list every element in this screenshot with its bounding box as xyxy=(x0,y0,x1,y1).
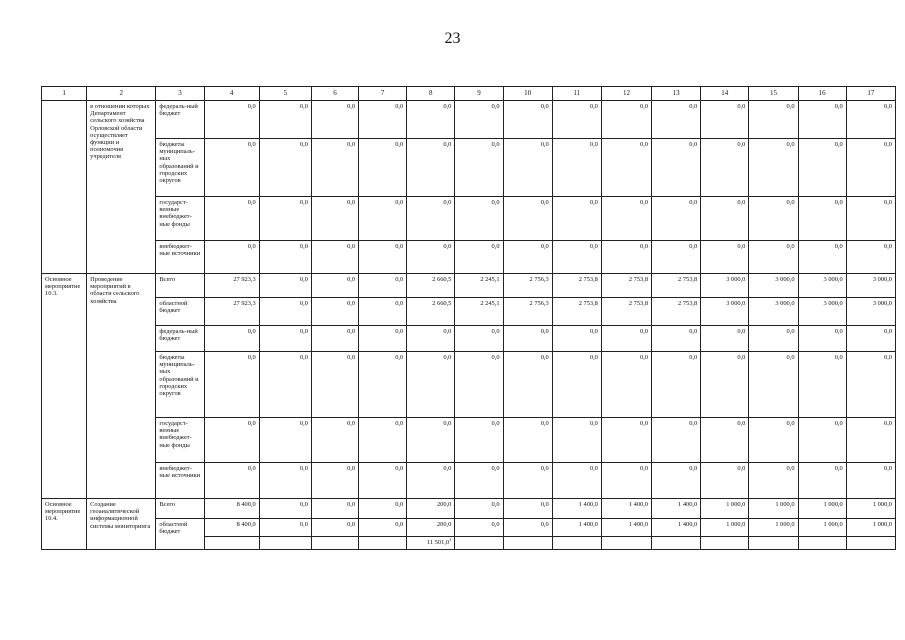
value-cell: 0,0 xyxy=(552,326,601,352)
value-cell: 0,0 xyxy=(455,352,503,418)
value-cell: 0,0 xyxy=(749,326,798,352)
value-cell: 0,0 xyxy=(204,463,259,499)
value-cell: 0,0 xyxy=(749,241,798,274)
value-cell: 0,0 xyxy=(455,499,503,519)
funding-source-cell: государст-венные внебюджет-ные фонды xyxy=(156,197,204,241)
value-cell: 1 000,0 xyxy=(701,519,749,537)
value-cell: 8 400,0 xyxy=(204,519,259,537)
value-cell: 0,0 xyxy=(652,197,701,241)
value-cell: 0,0 xyxy=(601,326,651,352)
value-cell: 2 245,1 xyxy=(455,298,503,326)
value-cell: 1 000,0 xyxy=(749,499,798,519)
funding-source-cell: Всего xyxy=(156,499,204,519)
value-cell: 0,0 xyxy=(359,139,407,197)
footnote-mark: 1 xyxy=(449,536,452,542)
value-cell: 0,0 xyxy=(359,241,407,274)
value-cell: 0,0 xyxy=(798,463,846,499)
value-cell: 0,0 xyxy=(359,418,407,463)
funding-source-cell: внебюджет-ные источники xyxy=(156,463,204,499)
value-cell: 0,0 xyxy=(455,101,503,139)
value-cell: 2 753,8 xyxy=(601,274,651,298)
value-cell: 0,0 xyxy=(749,418,798,463)
funding-source-cell: внебюджет-ные источники xyxy=(156,241,204,274)
value-cell: 0,0 xyxy=(846,326,895,352)
value-cell: 0,0 xyxy=(701,241,749,274)
value-cell: 0,0 xyxy=(455,519,503,537)
table-row xyxy=(42,101,896,139)
empty-cell xyxy=(359,537,407,550)
value-cell: 0,0 xyxy=(798,418,846,463)
event-name-cell: Проведение мероприятий в области сельского хозяйства xyxy=(87,274,156,499)
value-cell: 0,0 xyxy=(407,326,455,352)
value-cell: 0,0 xyxy=(601,352,651,418)
value-cell: 0,0 xyxy=(798,101,846,139)
value-cell: 2 756,3 xyxy=(503,298,552,326)
value-cell: 1 000,0 xyxy=(798,519,846,537)
value-cell: 0,0 xyxy=(652,463,701,499)
value-cell: 0,0 xyxy=(652,101,701,139)
value-cell: 0,0 xyxy=(503,326,552,352)
value-cell: 0,0 xyxy=(503,499,552,519)
value-cell: 0,0 xyxy=(359,197,407,241)
header-cell: 9 xyxy=(455,87,503,101)
value-cell: 3 000,0 xyxy=(846,274,895,298)
value-cell: 0,0 xyxy=(503,519,552,537)
value-cell: 3 000,0 xyxy=(798,298,846,326)
value-cell: 0,0 xyxy=(503,197,552,241)
event-code-cell: Основное мероприятие 10.3. xyxy=(42,274,87,499)
header-cell: 6 xyxy=(311,87,358,101)
value-cell: 0,0 xyxy=(259,101,311,139)
value-cell: 200,0 xyxy=(407,519,455,537)
value-cell: 1 000,0 xyxy=(798,499,846,519)
header-cell: 1 xyxy=(42,87,87,101)
value-cell: 0,0 xyxy=(798,352,846,418)
empty-cell xyxy=(601,537,651,550)
value-cell: 0,0 xyxy=(552,463,601,499)
empty-cell xyxy=(652,537,701,550)
value-cell: 0,0 xyxy=(359,352,407,418)
value-cell: 0,0 xyxy=(259,352,311,418)
empty-cell xyxy=(749,537,798,550)
header-cell: 12 xyxy=(601,87,651,101)
value-cell: 1 000,0 xyxy=(701,499,749,519)
value-cell: 0,0 xyxy=(407,101,455,139)
value-cell: 1 000,0 xyxy=(846,519,895,537)
value-cell: 0,0 xyxy=(359,499,407,519)
value-cell: 0,0 xyxy=(311,139,358,197)
value-cell: 0,0 xyxy=(749,139,798,197)
value-cell: 0,0 xyxy=(259,418,311,463)
value-cell: 0,0 xyxy=(701,352,749,418)
empty-cell xyxy=(701,537,749,550)
value-cell: 0,0 xyxy=(359,463,407,499)
empty-cell xyxy=(311,537,358,550)
value-cell: 0,0 xyxy=(259,197,311,241)
header-cell: 10 xyxy=(503,87,552,101)
table-row xyxy=(42,139,896,197)
value-cell: 3 000,0 xyxy=(749,274,798,298)
value-cell: 27 923,3 xyxy=(204,274,259,298)
empty-cell xyxy=(204,537,259,550)
table-row xyxy=(42,241,896,274)
empty-cell xyxy=(552,537,601,550)
value-cell: 0,0 xyxy=(798,197,846,241)
value-cell: 0,0 xyxy=(311,197,358,241)
value-cell: 3 000,0 xyxy=(749,298,798,326)
value-cell: 2 245,1 xyxy=(455,274,503,298)
value-cell: 0,0 xyxy=(359,326,407,352)
event-name-cell: в отношении которых Департамент сельского хозяйства Орловской области осуществляет функции и полномочия учредителя xyxy=(87,101,156,274)
value-cell: 0,0 xyxy=(701,139,749,197)
value-cell: 0,0 xyxy=(359,101,407,139)
value-cell: 2 660,5 xyxy=(407,274,455,298)
empty-cell xyxy=(798,537,846,550)
table-row xyxy=(42,326,896,352)
header-cell: 13 xyxy=(652,87,701,101)
value-cell: 0,0 xyxy=(652,139,701,197)
value-cell: 0,0 xyxy=(359,519,407,537)
value-cell: 0,0 xyxy=(259,241,311,274)
event-code-cell: Основное мероприятие 10.4. xyxy=(42,499,87,550)
value-cell: 0,0 xyxy=(204,139,259,197)
value-cell: 0,0 xyxy=(311,418,358,463)
funding-source-cell: бюджеты муниципаль-ных образований и городских округов xyxy=(156,139,204,197)
funding-source-cell: государст-венные внебюджет-ные фонды xyxy=(156,418,204,463)
value-cell: 0,0 xyxy=(846,418,895,463)
funding-source-cell: Всего xyxy=(156,274,204,298)
value-cell: 1 400,0 xyxy=(552,519,601,537)
value-cell: 3 000,0 xyxy=(846,298,895,326)
value-cell: 0,0 xyxy=(204,326,259,352)
value-cell: 0,0 xyxy=(407,352,455,418)
value-cell: 0,0 xyxy=(652,326,701,352)
value-cell: 0,0 xyxy=(204,241,259,274)
value-cell: 1 400,0 xyxy=(601,499,651,519)
value-cell: 0,0 xyxy=(552,241,601,274)
value-cell: 2 753,8 xyxy=(552,274,601,298)
value-cell: 0,0 xyxy=(846,241,895,274)
value-cell: 0,0 xyxy=(311,298,358,326)
page-number: 23 xyxy=(444,30,461,47)
table-row xyxy=(42,352,896,418)
header-cell: 17 xyxy=(846,87,895,101)
value-cell: 0,0 xyxy=(503,241,552,274)
value-cell: 0,0 xyxy=(701,101,749,139)
header-cell: 3 xyxy=(156,87,204,101)
table-row xyxy=(42,499,896,519)
event-name-cell: Создание геоаналитической информационной системы мониторинга xyxy=(87,499,156,550)
value-cell: 0,0 xyxy=(503,463,552,499)
value-cell: 0,0 xyxy=(259,326,311,352)
value-cell: 0,0 xyxy=(652,418,701,463)
value-cell: 0,0 xyxy=(503,352,552,418)
table-body xyxy=(42,101,896,550)
table-row xyxy=(42,298,896,326)
value-cell: 0,0 xyxy=(359,298,407,326)
value-cell: 0,0 xyxy=(503,139,552,197)
value-cell: 0,0 xyxy=(259,274,311,298)
header-cell: 2 xyxy=(87,87,156,101)
value-cell: 0,0 xyxy=(798,326,846,352)
value-cell: 0,0 xyxy=(503,101,552,139)
value-cell: 0,0 xyxy=(846,197,895,241)
value-cell: 0,0 xyxy=(407,418,455,463)
funding-source-cell: бюджеты муниципаль-ных образований и городских округов xyxy=(156,352,204,418)
value-cell: 0,0 xyxy=(749,197,798,241)
value-cell: 1 400,0 xyxy=(652,519,701,537)
value-cell: 0,0 xyxy=(652,241,701,274)
value-cell: 0,0 xyxy=(455,197,503,241)
funding-source-cell: областной бюджет xyxy=(156,519,204,550)
value-cell: 0,0 xyxy=(601,101,651,139)
empty-cell xyxy=(846,537,895,550)
value-cell: 0,0 xyxy=(701,463,749,499)
value-cell: 0,0 xyxy=(749,101,798,139)
value-cell: 0,0 xyxy=(455,241,503,274)
value-cell: 0,0 xyxy=(259,499,311,519)
header-cell: 7 xyxy=(359,87,407,101)
empty-cell xyxy=(259,537,311,550)
value-cell: 2 753,8 xyxy=(601,298,651,326)
value-cell: 200,0 xyxy=(407,499,455,519)
header-cell: 11 xyxy=(552,87,601,101)
value-cell: 0,0 xyxy=(311,499,358,519)
value-cell: 0,0 xyxy=(311,101,358,139)
value-cell: 0,0 xyxy=(204,352,259,418)
header-cell: 4 xyxy=(204,87,259,101)
value-cell: 0,0 xyxy=(204,101,259,139)
value-cell: 0,0 xyxy=(455,326,503,352)
value-cell: 0,0 xyxy=(455,418,503,463)
table-row xyxy=(42,197,896,241)
value-cell: 2 753,8 xyxy=(552,298,601,326)
header-cell: 14 xyxy=(701,87,749,101)
value-cell: 0,0 xyxy=(552,352,601,418)
value-cell: 8 400,0 xyxy=(204,499,259,519)
value-cell: 0,0 xyxy=(503,418,552,463)
value-cell: 0,0 xyxy=(798,139,846,197)
value-cell: 0,0 xyxy=(259,139,311,197)
value-cell: 0,0 xyxy=(846,101,895,139)
event-code-cell xyxy=(42,101,87,274)
value-cell: 0,0 xyxy=(407,241,455,274)
header-cell: 5 xyxy=(259,87,311,101)
value-cell: 0,0 xyxy=(552,418,601,463)
value-cell: 0,0 xyxy=(204,418,259,463)
value-cell: 3 000,0 xyxy=(798,274,846,298)
value-cell: 0,0 xyxy=(407,463,455,499)
funding-source-cell: федераль-ный бюджет xyxy=(156,326,204,352)
table-row xyxy=(42,463,896,499)
value-cell: 2 660,5 xyxy=(407,298,455,326)
funding-source-cell: федераль-ный бюджет xyxy=(156,101,204,139)
value-cell: 0,0 xyxy=(701,326,749,352)
value-cell: 3 000,0 xyxy=(701,274,749,298)
value-cell: 0,0 xyxy=(311,352,358,418)
value-cell: 1 400,0 xyxy=(552,499,601,519)
value-cell: 0,0 xyxy=(846,139,895,197)
value-cell: 0,0 xyxy=(798,241,846,274)
value-cell: 0,0 xyxy=(204,197,259,241)
value-cell: 27 923,3 xyxy=(204,298,259,326)
empty-cell xyxy=(503,537,552,550)
value-cell: 1 400,0 xyxy=(652,499,701,519)
value-cell: 0,0 xyxy=(311,241,358,274)
value-cell: 0,0 xyxy=(311,274,358,298)
table-row xyxy=(42,519,896,537)
value-cell: 1 000,0 xyxy=(749,519,798,537)
value-cell: 0,0 xyxy=(311,519,358,537)
value-cell: 1 400,0 xyxy=(601,519,651,537)
value-cell: 0,0 xyxy=(701,418,749,463)
value-cell: 0,0 xyxy=(601,418,651,463)
value-cell: 1 000,0 xyxy=(846,499,895,519)
value-cell: 3 000,0 xyxy=(701,298,749,326)
value-cell: 0,0 xyxy=(652,352,701,418)
value-cell: 0,0 xyxy=(259,519,311,537)
header-cell: 16 xyxy=(798,87,846,101)
value-cell: 0,0 xyxy=(552,197,601,241)
value-cell: 0,0 xyxy=(601,139,651,197)
table-row xyxy=(42,418,896,463)
empty-cell xyxy=(455,537,503,550)
value-cell: 0,0 xyxy=(407,197,455,241)
value-cell: 0,0 xyxy=(601,197,651,241)
value-cell: 0,0 xyxy=(846,463,895,499)
value-cell: 2 756,3 xyxy=(503,274,552,298)
value-cell: 0,0 xyxy=(601,241,651,274)
table-row xyxy=(42,274,896,298)
value-cell: 0,0 xyxy=(407,139,455,197)
value-cell: 0,0 xyxy=(311,463,358,499)
header-cell: 15 xyxy=(749,87,798,101)
footnote-value: 11 501,0 xyxy=(426,539,450,546)
value-cell: 2 753,8 xyxy=(652,298,701,326)
value-cell: 0,0 xyxy=(259,298,311,326)
funding-source-cell: областной бюджет xyxy=(156,298,204,326)
footnote-value-cell xyxy=(407,537,455,550)
value-cell: 0,0 xyxy=(455,463,503,499)
value-cell: 2 753,8 xyxy=(652,274,701,298)
value-cell: 0,0 xyxy=(259,463,311,499)
budget-table xyxy=(41,86,896,550)
value-cell: 0,0 xyxy=(359,274,407,298)
value-cell: 0,0 xyxy=(455,139,503,197)
value-cell: 0,0 xyxy=(701,197,749,241)
value-cell: 0,0 xyxy=(601,463,651,499)
value-cell: 0,0 xyxy=(311,326,358,352)
value-cell: 0,0 xyxy=(552,101,601,139)
header-cell: 8 xyxy=(407,87,455,101)
header-row xyxy=(42,87,896,101)
value-cell: 0,0 xyxy=(749,352,798,418)
value-cell: 0,0 xyxy=(749,463,798,499)
value-cell: 0,0 xyxy=(552,139,601,197)
value-cell: 0,0 xyxy=(846,352,895,418)
